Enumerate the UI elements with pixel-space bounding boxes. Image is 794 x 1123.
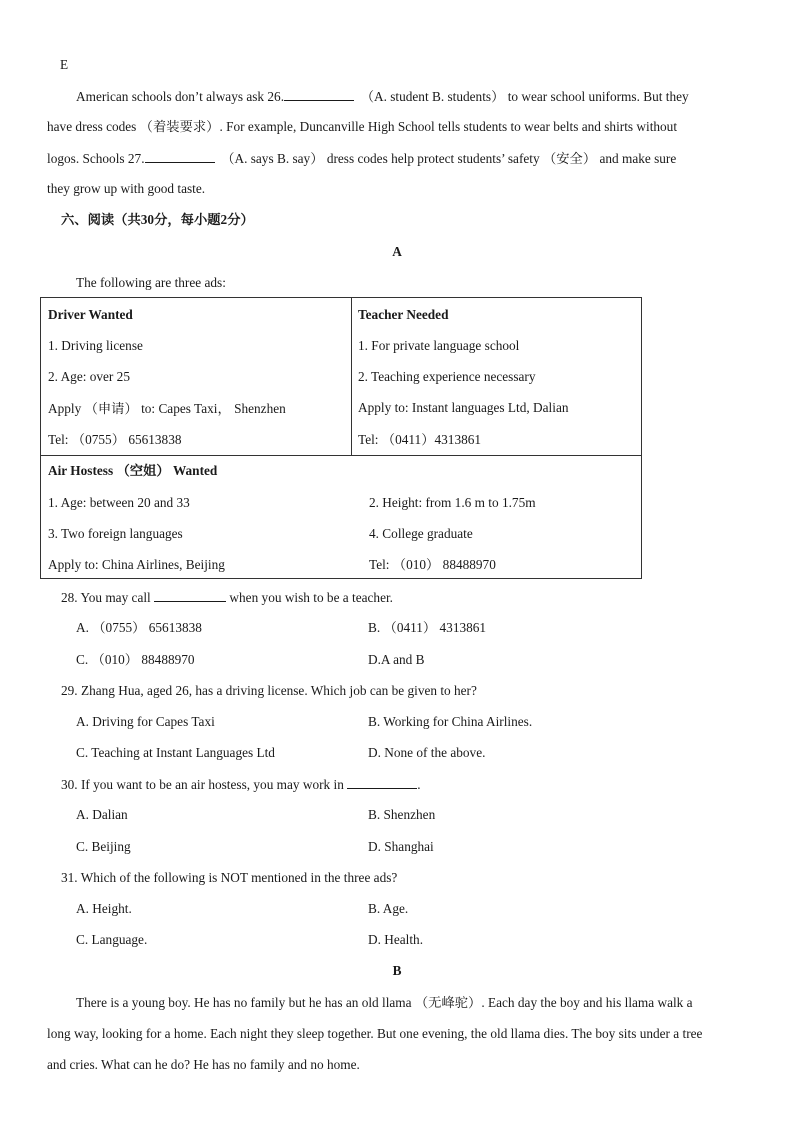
passage-b-line-3: and cries. What can he do? He has no family and no home. xyxy=(47,1057,360,1072)
ad-requirement: 1. Age: between 20 and 33 xyxy=(48,495,190,510)
ad-requirement: 1. Driving license xyxy=(48,338,143,353)
question-text: when you wish to be a teacher. xyxy=(229,590,393,605)
option-28-c[interactable]: C. （010） 88488970 xyxy=(76,652,195,667)
table-divider-vertical xyxy=(351,298,352,455)
passage-e-line-4: they grow up with good taste. xyxy=(47,181,206,196)
ad-apply: Apply to: China Airlines, Beijing xyxy=(48,557,225,572)
question-29-stem: 29. Zhang Hua, aged 26, has a driving license. Which job can be given to her? xyxy=(61,683,477,698)
part-a-heading: A xyxy=(392,244,402,259)
option-30-b[interactable]: B. Shenzhen xyxy=(368,807,436,822)
question-text: 30. If you want to be an air hostess, you may work in xyxy=(61,777,344,792)
ad-requirement: 2. Age: over 25 xyxy=(48,369,130,384)
ad-tel: Tel: （010） 88488970 xyxy=(369,557,496,572)
passage-text: American schools don’t always ask 26. xyxy=(76,89,285,104)
option-31-b[interactable]: B. Age. xyxy=(368,901,409,916)
question-28-stem xyxy=(61,588,393,607)
ad-title: Teacher Needed xyxy=(358,307,449,322)
ad-title: Driver Wanted xyxy=(48,307,133,322)
ad-requirement: 2. Height: from 1.6 m to 1.75m xyxy=(369,495,536,510)
ad-tel: Tel: （0755） 65613838 xyxy=(48,432,182,447)
ad-apply: Apply to: Instant languages Ltd, Dalian xyxy=(358,400,569,415)
passage-text: （A. says B. say） dress codes help protect students’ safety （安全） and make sure xyxy=(221,151,677,166)
part-b-heading: B xyxy=(392,963,402,978)
option-30-c[interactable]: C. Beijing xyxy=(76,839,131,854)
reading-section-heading: 六、阅读（共30分，每小题2分） xyxy=(61,212,254,227)
answer-blank-26[interactable] xyxy=(284,87,354,101)
option-29-d[interactable]: D. None of the above. xyxy=(368,745,486,760)
answer-blank-27[interactable] xyxy=(145,149,215,163)
option-31-d[interactable]: D. Health. xyxy=(368,932,424,947)
option-30-d[interactable]: D. Shanghai xyxy=(368,839,434,854)
passage-b-line-1: There is a young boy. He has no family but he has an old llama （无峰驼）. Each day the boy and his llama walk a xyxy=(76,995,693,1010)
table-divider-horizontal xyxy=(41,455,641,456)
ads-table xyxy=(40,297,642,579)
question-30-stem xyxy=(61,775,421,794)
ads-intro: The following are three ads: xyxy=(76,275,226,290)
passage-b-line-2: long way, looking for a home. Each night they sleep together. But one evening, the old llama dies. The boy sits under a tree xyxy=(47,1026,703,1041)
ad-requirement: 3. Two foreign languages xyxy=(48,526,183,541)
passage-e-line-3 xyxy=(47,149,676,168)
ad-requirement: 4. College graduate xyxy=(369,526,473,541)
ad-apply: Apply （申请） to: Capes Taxi， Shenzhen xyxy=(48,401,286,416)
passage-text: logos. Schools 27. xyxy=(47,151,145,166)
question-text: . xyxy=(417,777,421,792)
passage-e-line-2: have dress codes （着装要求）. For example, Duncanville High School tells students to wear belts and shirts without xyxy=(47,119,678,134)
question-text: 28. You may call xyxy=(61,590,151,605)
ad-requirement: 1. For private language school xyxy=(358,338,520,353)
section-e-letter: E xyxy=(60,57,69,72)
option-31-c[interactable]: C. Language. xyxy=(76,932,148,947)
option-31-a[interactable]: A. Height. xyxy=(76,901,132,916)
option-28-a[interactable]: A. （0755） 65613838 xyxy=(76,620,202,635)
option-30-a[interactable]: A. Dalian xyxy=(76,807,128,822)
ad-tel: Tel: （0411）4313861 xyxy=(358,432,482,447)
ad-title: Air Hostess （空姐） Wanted xyxy=(48,463,218,478)
option-29-b[interactable]: B. Working for China Airlines. xyxy=(368,714,533,729)
option-28-b[interactable]: B. （0411） 4313861 xyxy=(368,620,487,635)
passage-e-line-1 xyxy=(76,87,689,106)
question-31-stem: 31. Which of the following is NOT mentioned in the three ads? xyxy=(61,870,398,885)
option-29-a[interactable]: A. Driving for Capes Taxi xyxy=(76,714,215,729)
option-28-d[interactable]: D.A and B xyxy=(368,652,425,667)
option-29-c[interactable]: C. Teaching at Instant Languages Ltd xyxy=(76,745,275,760)
ad-requirement: 2. Teaching experience necessary xyxy=(358,369,536,384)
passage-text: （A. student B. students） to wear school uniforms. But they xyxy=(360,89,689,104)
answer-blank-28[interactable] xyxy=(154,588,226,602)
answer-blank-30[interactable] xyxy=(347,775,417,789)
